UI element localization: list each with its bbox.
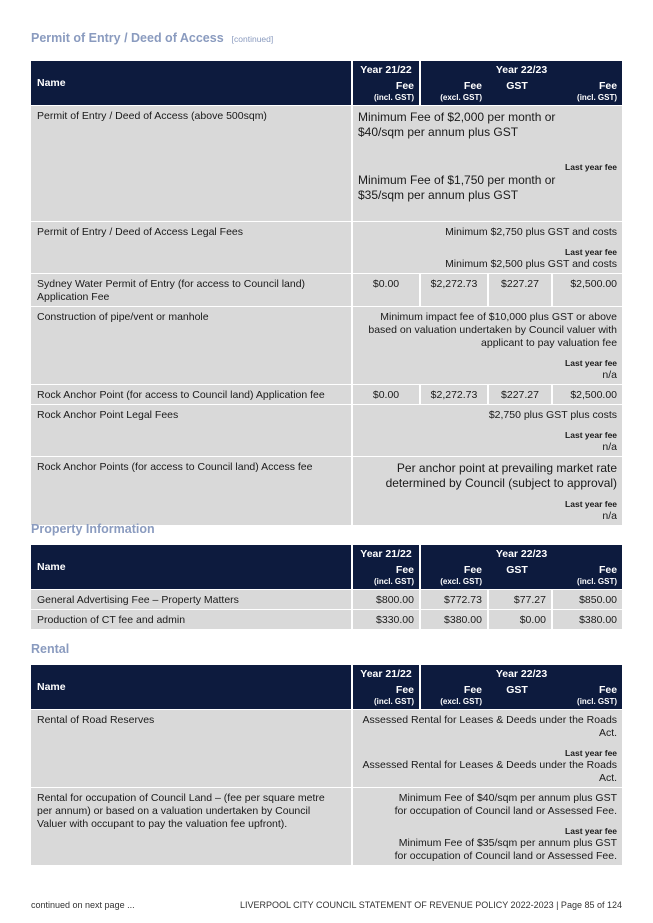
- fee-excl-2223: $2,272.73: [419, 273, 487, 306]
- section-title-text: Permit of Entry / Deed of Access: [31, 31, 224, 45]
- property-fee-table: [31, 545, 622, 629]
- table-row: [31, 273, 622, 306]
- table-row: [31, 384, 622, 404]
- fee-text: Per anchor point at prevailing market rate determined by Council (subject to approval): [385, 461, 618, 490]
- fee-incl-2122: $330.00: [351, 609, 419, 629]
- fee-incl-2122: $800.00: [351, 589, 419, 609]
- fee-label: Fee: [598, 684, 618, 696]
- fee-text: $2,750 plus GST plus costs: [488, 409, 618, 421]
- last-year-fee-text: n/a: [602, 510, 618, 522]
- row-name: Production of CT fee and admin: [31, 609, 351, 629]
- fee-label: Fee: [463, 80, 482, 92]
- last-year-fee-text: Assessed Rental for Leases & Deeds under the Roads Act.: [362, 759, 618, 784]
- last-year-fee-text: Minimum $2,500 plus GST and costs: [445, 258, 618, 270]
- col-header-fee-incl-2223: [551, 563, 622, 589]
- table-row: [31, 404, 622, 456]
- fee-label: Fee: [598, 564, 618, 576]
- row-name: Rental of Road Reserves: [31, 709, 351, 787]
- section-title-rental: Rental: [31, 642, 70, 656]
- col-header-fee-incl: [351, 683, 419, 709]
- col-header-year2: Year 22/23: [419, 545, 622, 563]
- gst-label: GST: [506, 80, 528, 92]
- last-year-fee-text: n/a: [602, 369, 618, 381]
- col-header-gst: [487, 683, 551, 709]
- row-name: Permit of Entry / Deed of Access (above 500sqm): [31, 105, 351, 221]
- col-header-gst: [487, 79, 551, 105]
- row-fee-text: [351, 787, 622, 865]
- fee-label: Fee: [463, 564, 482, 576]
- footer-continued: continued on next page ...: [31, 900, 135, 910]
- table-row: [31, 709, 622, 787]
- gst-2223: $0.00: [487, 609, 551, 629]
- section-title-property: Property Information: [31, 522, 155, 536]
- table-row: [31, 589, 622, 609]
- col-header-year1: Year 21/22: [351, 61, 419, 79]
- col-header-name: Name: [31, 545, 351, 589]
- row-fee-text: [351, 709, 622, 787]
- col-header-fee-excl: [419, 563, 487, 589]
- excl-label: (excl. GST): [440, 697, 482, 706]
- last-year-label: Last year fee: [565, 499, 618, 509]
- col-header-year1: Year 21/22: [351, 545, 419, 563]
- fee-label: Fee: [395, 80, 414, 92]
- fee-excl-2223: $772.73: [419, 589, 487, 609]
- excl-label: (excl. GST): [440, 577, 482, 586]
- fee-label: Fee: [395, 684, 414, 696]
- last-year-label: Last year fee: [565, 358, 618, 368]
- gst-label: GST: [506, 684, 528, 696]
- row-fee-text: [351, 404, 622, 456]
- col-header-fee-incl: [351, 563, 419, 589]
- fee-text: Minimum Fee of $2,000 per month or $40/sqm per annum plus GST: [358, 110, 556, 139]
- col-header-gst: [487, 563, 551, 589]
- last-year-fee-text: Minimum Fee of $35/sqm per annum plus GST for occupation of Council land or Assessed Fee.: [394, 837, 618, 862]
- incl-label: (incl. GST): [374, 697, 414, 706]
- col-header-year1: Year 21/22: [351, 665, 419, 683]
- section-subtitle: [continued]: [231, 34, 274, 44]
- gst-2223: $227.27: [487, 384, 551, 404]
- rental-fee-table: [31, 665, 622, 865]
- col-header-fee-excl: [419, 683, 487, 709]
- last-year-fee-text: Minimum Fee of $1,750 per month or $35/sqm per annum plus GST: [358, 173, 556, 202]
- col-header-fee-incl: [351, 79, 419, 105]
- table-row: [31, 609, 622, 629]
- fee-text: Minimum $2,750 plus GST and costs: [445, 226, 618, 238]
- col-header-fee-incl-2223: [551, 79, 622, 105]
- table-row: [31, 787, 622, 865]
- fee-excl-2223: $380.00: [419, 609, 487, 629]
- last-year-label: Last year fee: [565, 748, 618, 758]
- col-header-name: Name: [31, 665, 351, 709]
- incl-label: (incl. GST): [374, 577, 414, 586]
- incl-label: (incl. GST): [577, 577, 618, 586]
- last-year-fee-text: n/a: [602, 441, 618, 453]
- last-year-label: Last year fee: [565, 247, 618, 257]
- row-name: General Advertising Fee – Property Matters: [31, 589, 351, 609]
- row-name: Construction of pipe/vent or manhole: [31, 306, 351, 384]
- fee-text: Assessed Rental for Leases & Deeds under the Roads Act.: [362, 714, 618, 739]
- col-header-fee-incl-2223: [551, 683, 622, 709]
- last-year-label: Last year fee: [565, 430, 618, 440]
- table-row: [31, 221, 622, 273]
- row-fee-text: [351, 105, 622, 221]
- row-name: Rock Anchor Points (for access to Council land) Access fee: [31, 456, 351, 525]
- row-name: Permit of Entry / Deed of Access Legal Fees: [31, 221, 351, 273]
- table-row: [31, 306, 622, 384]
- fee-incl-2223: $850.00: [551, 589, 622, 609]
- table-row: [31, 105, 622, 221]
- row-name: Sydney Water Permit of Entry (for access to Council land) Application Fee: [31, 273, 351, 306]
- fee-label: Fee: [395, 564, 414, 576]
- footer-page-info: LIVERPOOL CITY COUNCIL STATEMENT OF REVENUE POLICY 2022-2023 | Page 85 of 124: [240, 900, 622, 910]
- last-year-label: Last year fee: [565, 826, 618, 836]
- col-header-year2: Year 22/23: [419, 61, 622, 79]
- fee-incl-2223: $380.00: [551, 609, 622, 629]
- fee-label: Fee: [598, 80, 618, 92]
- row-fee-text: [351, 306, 622, 384]
- fee-incl-2223: $2,500.00: [551, 273, 622, 306]
- row-name: Rock Anchor Point (for access to Council land) Application fee: [31, 384, 351, 404]
- excl-label: (excl. GST): [440, 93, 482, 102]
- gst-label: GST: [506, 564, 528, 576]
- row-fee-text: [351, 456, 622, 525]
- fee-text: Minimum impact fee of $10,000 plus GST or above based on valuation undertaken by Council valuer with applicant to pay valuation fee: [368, 311, 618, 349]
- section-title-permit: [31, 31, 273, 45]
- col-header-name: Name: [31, 61, 351, 105]
- row-name: Rock Anchor Point Legal Fees: [31, 404, 351, 456]
- col-header-year2: Year 22/23: [419, 665, 622, 683]
- col-header-fee-excl: [419, 79, 487, 105]
- fee-text: Minimum Fee of $40/sqm per annum plus GST for occupation of Council land or Assessed Fee.: [394, 792, 618, 817]
- incl-label: (incl. GST): [577, 93, 618, 102]
- fee-excl-2223: $2,272.73: [419, 384, 487, 404]
- incl-label: (incl. GST): [577, 697, 618, 706]
- gst-2223: $227.27: [487, 273, 551, 306]
- fee-incl-2122: $0.00: [351, 273, 419, 306]
- row-name: Rental for occupation of Council Land – (fee per square metre per annum) or based on a valuation undertaken by Council Valuer with occupant to pay the valuation fee upfront).: [31, 787, 351, 865]
- last-year-label: Last year fee: [565, 162, 618, 172]
- fee-label: Fee: [463, 684, 482, 696]
- fee-incl-2122: $0.00: [351, 384, 419, 404]
- table-row: [31, 456, 622, 525]
- gst-2223: $77.27: [487, 589, 551, 609]
- row-fee-text: [351, 221, 622, 273]
- fee-incl-2223: $2,500.00: [551, 384, 622, 404]
- permit-fee-table: [31, 61, 622, 525]
- incl-label: (incl. GST): [374, 93, 414, 102]
